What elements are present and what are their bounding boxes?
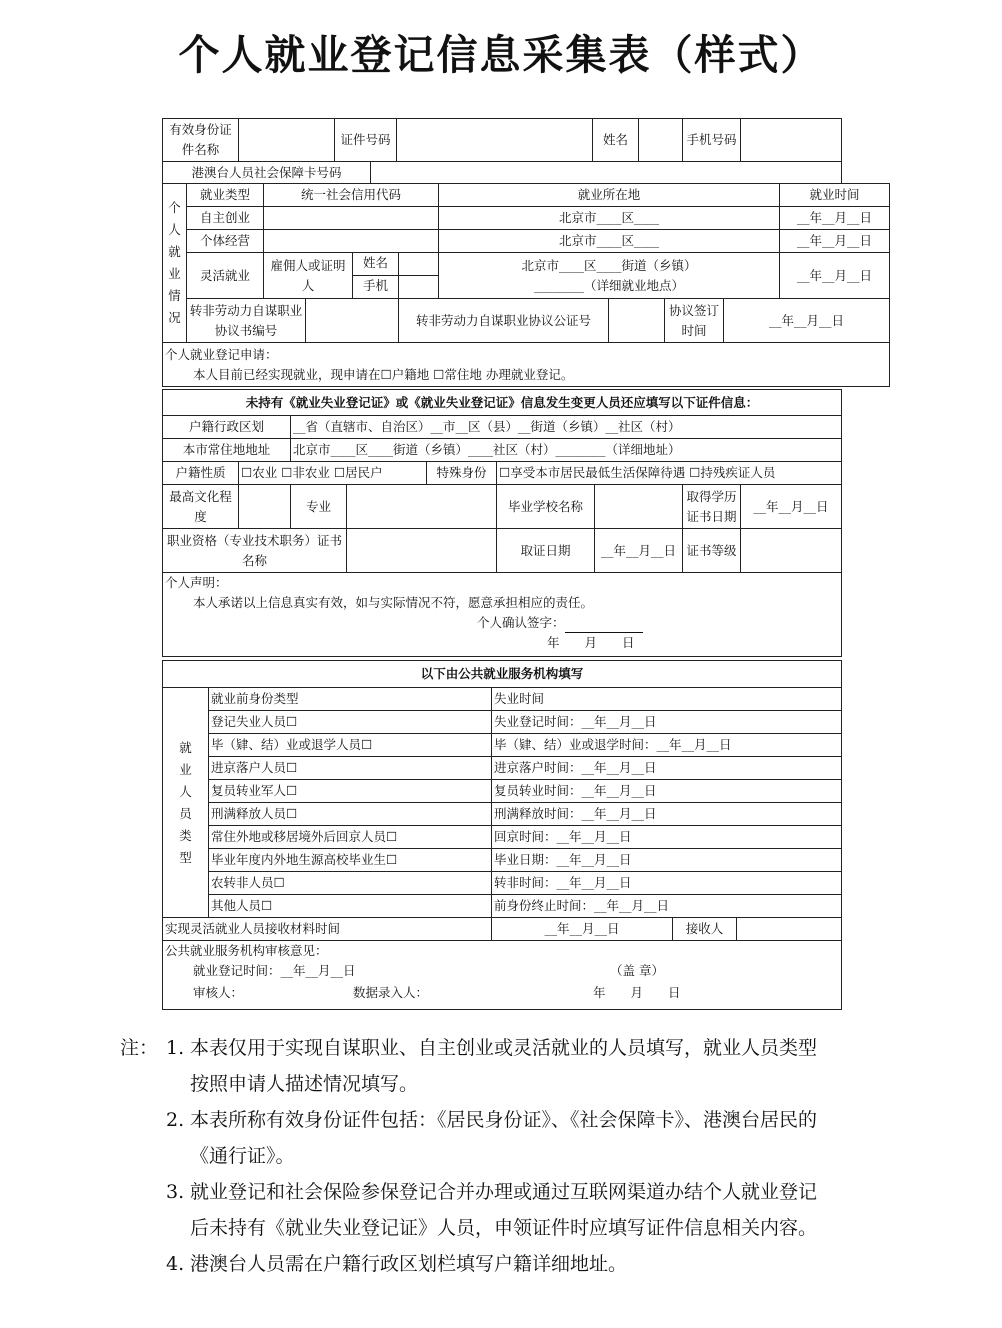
review-date: 年 月 日 xyxy=(593,985,681,1000)
special-label: 特殊身份 xyxy=(427,462,497,485)
resident-value[interactable]: 北京市____区____街道（乡镇）____社区（村）________（详细地址） xyxy=(291,439,842,462)
receive-date[interactable]: __年__月__日 xyxy=(492,918,673,941)
apply-block xyxy=(163,343,890,387)
emp-type-option[interactable]: 毕（肄、结）业或退学人员☐ xyxy=(209,734,492,757)
note-number: 1. xyxy=(166,1037,185,1059)
notes-label: 注： xyxy=(120,1037,159,1059)
registration-form xyxy=(162,118,842,184)
declare-title: 个人声明： xyxy=(165,575,228,590)
note-text: 本表所称有效身份证件包括：《居民身份证》、《社会保障卡》、港澳台居民的 xyxy=(190,1109,818,1131)
cert-label: 职业资格（专业技术职务）证书名称 xyxy=(163,529,347,573)
cert-field[interactable] xyxy=(347,529,497,573)
review-title: 公共就业服务机构审核意见： xyxy=(165,943,328,958)
major-field[interactable] xyxy=(347,485,497,529)
public-header: 以下由公共就业服务机构填写 xyxy=(163,661,842,688)
id-name-field[interactable] xyxy=(239,119,335,162)
emp-type-time[interactable]: 毕（肄、结）业或退学时间：__年__月__日 xyxy=(492,734,842,757)
id-no-field[interactable] xyxy=(397,119,593,162)
emp-type-time[interactable]: 回京时间：__年__月__日 xyxy=(492,826,842,849)
hk-card-label: 港澳台人员社会保障卡号码 xyxy=(163,162,371,184)
emp-type-time[interactable]: 毕业日期：__年__月__日 xyxy=(492,849,842,872)
declaration-block xyxy=(163,573,842,657)
emp-type-time[interactable]: 进京落户时间：__年__月__日 xyxy=(492,757,842,780)
emp-type-option[interactable]: 常住外地或移居境外后回京人员☐ xyxy=(209,826,492,849)
note-text: 本表仅用于实现自谋职业、自主创业或灵活就业的人员填写，就业人员类型 xyxy=(190,1037,818,1059)
huji-value[interactable]: __省（直辖市、自治区）__市__区（县）__街道（乡镇）__社区（村） xyxy=(291,416,842,439)
notary-no-label: 转非劳动力自谋职业协议公证号 xyxy=(399,299,609,343)
cert-date-label: 取证日期 xyxy=(497,529,595,573)
emp-types-label: 就业人员类型 xyxy=(163,688,209,918)
edu-level-label: 最高文化程度 xyxy=(163,485,239,529)
note-number: 4. xyxy=(166,1253,185,1275)
emp-type-option[interactable]: 其他人员☐ xyxy=(209,895,492,918)
hk-card-field[interactable] xyxy=(371,162,842,184)
nature-label: 户籍性质 xyxy=(163,462,239,485)
huji-label: 户籍行政区划 xyxy=(163,416,291,439)
apply-text[interactable]: 本人目前已经实现就业，现申请在☐户籍地 ☐常住地 办理就业登记。 xyxy=(193,366,574,382)
resident-label: 本市常住地地址 xyxy=(163,439,291,462)
special-value[interactable]: ☐享受本市居民最低生活保障待遇 ☐持残疾证人员 xyxy=(497,462,842,485)
emp-type-time[interactable]: 刑满释放时间：__年__月__日 xyxy=(492,803,842,826)
entry-label: 数据录入人： xyxy=(353,985,429,1000)
page-title: 个人就业登记信息采集表（样式） xyxy=(178,31,824,79)
flex-place[interactable]: 北京市____区____街道（乡镇） ________（详细就业地点） xyxy=(439,253,780,299)
self-employed-label: 自主创业 xyxy=(187,207,264,230)
declare-text: 本人承诺以上信息真实有效，如与实际情况不符，愿意承担相应的责任。 xyxy=(193,595,594,610)
flexible-label: 灵活就业 xyxy=(187,253,264,299)
flex-name-phone xyxy=(353,253,399,299)
edu-level-field[interactable] xyxy=(239,485,291,529)
emp-type-option[interactable]: 登记失业人员☐ xyxy=(209,711,492,734)
phone-field[interactable] xyxy=(741,119,842,162)
phone-label: 手机号码 xyxy=(683,119,741,162)
edu-date[interactable]: __年__月__日 xyxy=(741,485,842,529)
public-service-table xyxy=(162,660,842,1010)
emp-type-option[interactable]: 毕业年度内外地生源高校毕业生☐ xyxy=(209,849,492,872)
note-number: 3. xyxy=(166,1181,185,1203)
name-field[interactable] xyxy=(639,119,683,162)
flex-phone-label: 手机 xyxy=(362,278,388,293)
sign-line[interactable]: 个人确认签字： xyxy=(165,613,839,633)
emp-type-option[interactable]: 刑满释放人员☐ xyxy=(209,803,492,826)
review-time[interactable]: 就业登记时间：__年__月__日 xyxy=(193,963,356,978)
credit-header: 统一社会信用代码 xyxy=(264,184,439,207)
place-header: 就业所在地 xyxy=(439,184,780,207)
indiv-place[interactable]: 北京市____区____ xyxy=(439,230,780,253)
emp-type-time[interactable]: 失业登记时间：__年__月__日 xyxy=(492,711,842,734)
school-label: 毕业学校名称 xyxy=(497,485,595,529)
note-text-cont: 《通行证》。 xyxy=(190,1145,295,1167)
section-personal-label: 个人就业情况 xyxy=(163,184,187,343)
receiver-label: 接收人 xyxy=(673,918,737,941)
sign-time-label: 协议签订时间 xyxy=(665,299,724,343)
note-item xyxy=(120,1174,930,1210)
agreement-no-label: 转非劳动力自谋职业协议书编号 xyxy=(187,299,306,343)
note-item xyxy=(120,1030,930,1066)
cert-grade-field[interactable] xyxy=(741,529,842,573)
type-header: 就业类型 xyxy=(187,184,264,207)
flex-name-phone-fields[interactable] xyxy=(399,253,439,299)
self-credit-field[interactable] xyxy=(264,207,439,230)
note-text: 港澳台人员需在户籍行政区划栏填写户籍详细地址。 xyxy=(190,1253,628,1275)
flex-name-label: 姓名 xyxy=(353,253,398,276)
change-info-table xyxy=(162,389,842,657)
declare-date: 年 月 日 xyxy=(547,635,635,650)
major-label: 专业 xyxy=(291,485,347,529)
agreement-no-field[interactable] xyxy=(306,299,399,343)
emp-type-time[interactable]: 前身份终止时间：__年__月__日 xyxy=(492,895,842,918)
emp-time-header: 失业时间 xyxy=(492,688,842,711)
receiver-field[interactable] xyxy=(737,918,842,941)
note-text-cont: 按照申请人描述情况填写。 xyxy=(190,1073,419,1095)
id-name-label: 有效身份证件名称 xyxy=(163,119,239,162)
employer-label: 雇佣人或证明人 xyxy=(264,253,353,299)
note-text-cont: 后未持有《就业失业登记证》人员，申领证件时应填写证件信息相关内容。 xyxy=(190,1217,818,1239)
note-text: 就业登记和社会保险参保登记合并办理或通过互联网渠道办结个人就业登记 xyxy=(190,1181,818,1203)
indiv-credit-field[interactable] xyxy=(264,230,439,253)
seal-label: （盖 章） xyxy=(610,963,664,978)
edu-date-label: 取得学历证书日期 xyxy=(683,485,741,529)
school-field[interactable] xyxy=(595,485,683,529)
personal-employment-table xyxy=(162,183,890,387)
flex-time[interactable]: __年__月__日 xyxy=(780,253,890,299)
receive-label: 实现灵活就业人员接收材料时间 xyxy=(163,918,492,941)
notes-block xyxy=(120,1030,930,1282)
self-time[interactable]: __年__月__日 xyxy=(780,207,890,230)
id-no-label: 证件号码 xyxy=(335,119,397,162)
self-place[interactable]: 北京市____区____ xyxy=(439,207,780,230)
emp-type-option[interactable]: 复员转业军人☐ xyxy=(209,780,492,803)
emp-type-time[interactable]: 复员转业时间：__年__月__日 xyxy=(492,780,842,803)
review-block xyxy=(163,941,842,1010)
emp-prev-header: 就业前身份类型 xyxy=(209,688,492,711)
note-number: 2. xyxy=(166,1109,185,1131)
sign-time[interactable]: __年__月__日 xyxy=(724,299,890,343)
reviewer-label: 审核人： xyxy=(193,985,244,1000)
apply-title: 个人就业登记申请： xyxy=(165,346,278,362)
emp-type-option[interactable]: 农转非人员☐ xyxy=(209,872,492,895)
emp-type-option[interactable]: 进京落户人员☐ xyxy=(209,757,492,780)
time-header: 就业时间 xyxy=(780,184,890,207)
emp-type-time[interactable]: 转非时间：__年__月__日 xyxy=(492,872,842,895)
individual-label: 个体经营 xyxy=(187,230,264,253)
nature-value[interactable]: ☐农业 ☐非农业 ☐居民户 xyxy=(239,462,427,485)
change-header: 未持有《就业失业登记证》或《就业失业登记证》信息发生变更人员还应填写以下证件信息： xyxy=(163,390,842,416)
indiv-time[interactable]: __年__月__日 xyxy=(780,230,890,253)
notary-no-field[interactable] xyxy=(609,299,665,343)
cert-date[interactable]: __年__月__日 xyxy=(595,529,683,573)
name-label: 姓名 xyxy=(593,119,639,162)
note-item xyxy=(120,1246,930,1282)
cert-grade-label: 证书等级 xyxy=(683,529,741,573)
note-item xyxy=(120,1102,930,1138)
